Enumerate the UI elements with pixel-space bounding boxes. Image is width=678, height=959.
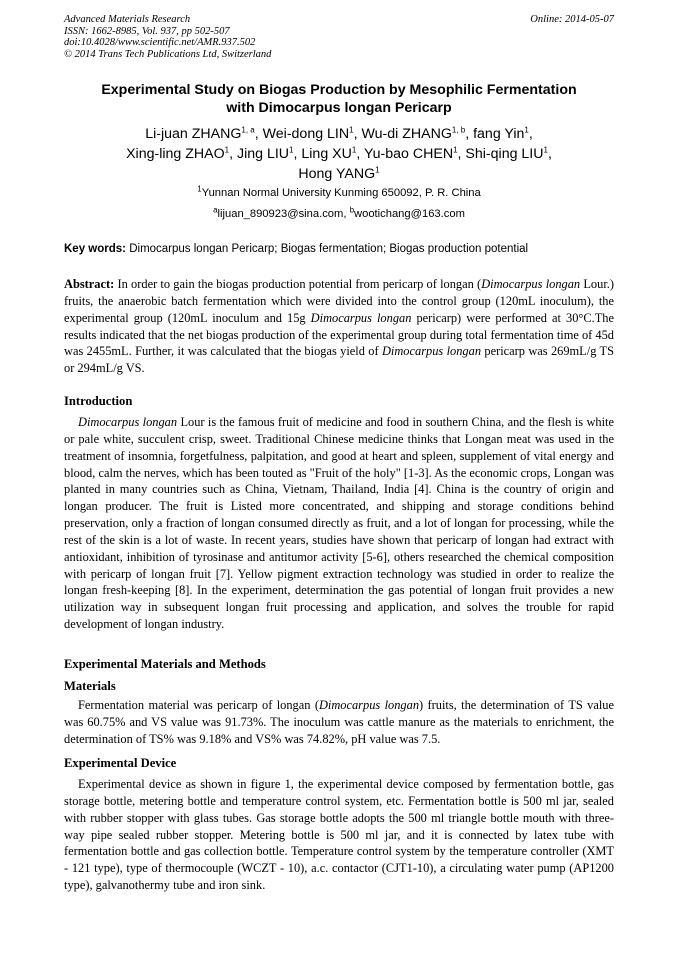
journal-name: Advanced Materials Research [64, 14, 191, 25]
author-line-3 [40, 164, 638, 184]
abstract-italic: Dimocarpus longan [481, 277, 581, 291]
keywords-label: Key words: [64, 243, 126, 255]
paper-title [40, 81, 638, 117]
device-paragraph: Experimental device as shown in figure 1, the experimental device composed by fermentation bottle, gas storage bottle, metering bottle and temperature control system, etc. Fermentation bottle is 500 ml jar, sealed with rubber stopper with glass tubes. Gas storage bottle adopts the 500 ml triangle bottle mouth with three-way pipe sealed rubber stopper. Metering bottle is 500 ml jar, and it is connected by latex tube with fermentation bottle and gas collection bottle. Temperature control system by the temperature controller (XMT - 121 type), type of thermocouple (WCZT - 10), a.c. contactor (CJT1-10), a circulating water pump (AP1200 type), galvanothermy tube and iron sink. [64, 777, 614, 893]
author-affil: 1 [224, 145, 230, 155]
journal-header [64, 14, 271, 60]
intro-italic: Dimocarpus longan [78, 415, 178, 429]
introduction-paragraph [64, 414, 614, 633]
author-name: Shi-qing LIU [465, 146, 544, 162]
author-name: Xing-ling ZHAO [126, 146, 225, 162]
author-name: Yu-bao CHEN [363, 146, 454, 162]
email-b[interactable]: wootichang@163.com [354, 208, 465, 220]
email-a[interactable]: lijuan_890923@sina.com, [217, 208, 347, 220]
abstract-text: pericarp was 269mL/g TS or 294mL/g VS. [64, 344, 614, 376]
author-affil: 1 [349, 125, 354, 135]
keywords [64, 242, 624, 256]
materials-italic: Dimocarpus longan [318, 698, 420, 712]
abstract-text: pericarp) were performed at 30°C.The results indicated that the net biogas production of the experimental group during total fermentation time of 45d was 2455mL. Further, it was calculated that the biogas yield of [64, 310, 615, 359]
keywords-text: Dimocarpus longan Pericarp; Biogas fermentation; Biogas production potential [129, 243, 529, 255]
title-line-2: with Dimocarpus longan Pericarp [226, 100, 452, 116]
issn-line: ISSN: 1662-8985, Vol. 937, pp 502-507 [64, 25, 230, 37]
author-line-2: Xing-ling ZHAO$^1$, Jing LIU$^1$, Ling $XU^1$, Yu-bao CHEN$^1$, Shi-qing LIU$^1$, [126, 145, 552, 162]
author-affil: 1 [543, 145, 548, 155]
intro-text: Lour is the famous fruit of medicine and food in southern China, and the flesh is white or pale white, succulent crisp, sweet. Traditional Chinese medicine thinks that Longan meat was used in the treatment of insomnia, forgetfulness, palpitation, and good at heart and spleen, supplement of vital energy and blood, calm the nerves, which has been touted as "Fruit of the holy" [1-3]. As the economic crops, Longan was planted in many countries such as China, Vietnam, Thailand, India [4]. China is the country of origin and longan producer. The fruit is Listed more concentrated, and shipping and storage conditions behind preservation, only a fraction of longan consumed directly as fruit, and a lot of longan for processing, while the rest of the skin is a lot of waste. In recent years, studies have shown that pericarp of longan had extract with antioxidant, inhibition of tyrosinase and antitumor activity [5-6], others researched the chemical composition with pericarp of longan fruit [7]. Yellow pigment extraction technology was studied in order to realize the longan fresh-keeping [8]. In the experiment, determination the gas potential of longan fruit provides a new utilization way in subsequent longan fruit processing and application, and solves the trouble for rapid development of longan industry. [64, 415, 615, 632]
affiliation-sup: 1 [197, 184, 202, 194]
author-affil: 1 [289, 145, 294, 155]
methods-heading: Experimental Materials and Methods [64, 657, 266, 671]
copyright-line: © 2014 Trans Tech Publications Ltd, Switzerland [64, 48, 272, 60]
author-name: Ling XU [301, 146, 352, 162]
author-line-1: Li-juan ZHANG$^{1, a}$, Wei-dong LIN$^1$, Wu-di ZHANG$^{1, b}$, fang Yin$^1$, [145, 125, 533, 142]
author-affil: 1 [453, 145, 458, 155]
abstract-label: Abstract: [64, 277, 115, 291]
author-affil: 1 [375, 165, 380, 175]
device-heading: Experimental Device [64, 756, 177, 770]
author-name: fang Yin [473, 126, 525, 142]
title-line-1: Experimental Study on Biogas Production by Mesophilic Fermentation [101, 82, 577, 98]
doi-line: doi:10.4028/www.scientific.net/AMR.937.502 [64, 37, 256, 49]
author-name: Li-juan ZHANG [145, 126, 242, 142]
abstract-italic: Dimocarpus longan [381, 344, 482, 359]
author-affil: 1 [351, 145, 357, 155]
email-b-sup: b [349, 205, 355, 215]
materials-paragraph [64, 697, 614, 748]
author-affil: 1, b [451, 125, 466, 135]
affiliation-text: Yunnan Normal University Kunming 650092, P. R. China [201, 187, 481, 199]
author-affil: 1 [524, 125, 529, 135]
abstract-italic: Dimocarpus longan [310, 310, 412, 325]
author-list [40, 124, 638, 184]
materials-text: ) fruits, the determination of TS value was 60.75% and VS value was 91.73%. The inoculum was cattle manure as the materials to enrichment, the determination of TS% was 9.18% and VS% was 74.82%, pH value was 7.5. [64, 698, 614, 746]
emails [40, 207, 638, 221]
introduction-heading: Introduction [64, 394, 133, 408]
online-date: Online: 2014-05-07 [530, 14, 614, 25]
author-name: Wei-dong LIN [262, 126, 350, 142]
affiliation [40, 186, 638, 200]
abstract-text: Lour.) fruits, the anaerobic batch fermentation which were divided into the control group (120mL inoculum), the experimental group (120mL inoculum and 15g [64, 277, 614, 325]
materials-heading: Materials [64, 679, 116, 693]
author-name: Hong YANG [298, 166, 376, 182]
author-name: Wu-di ZHANG [361, 126, 452, 142]
abstract-text: In order to gain the biogas production potential from pericarp of longan ( [117, 277, 482, 291]
materials-text: Fermentation material was pericarp of longan ( [78, 698, 319, 712]
author-affil: 1, a [241, 125, 255, 135]
abstract [64, 276, 614, 377]
email-a-sup: a [213, 205, 218, 215]
author-name: Jing LIU [237, 146, 290, 162]
